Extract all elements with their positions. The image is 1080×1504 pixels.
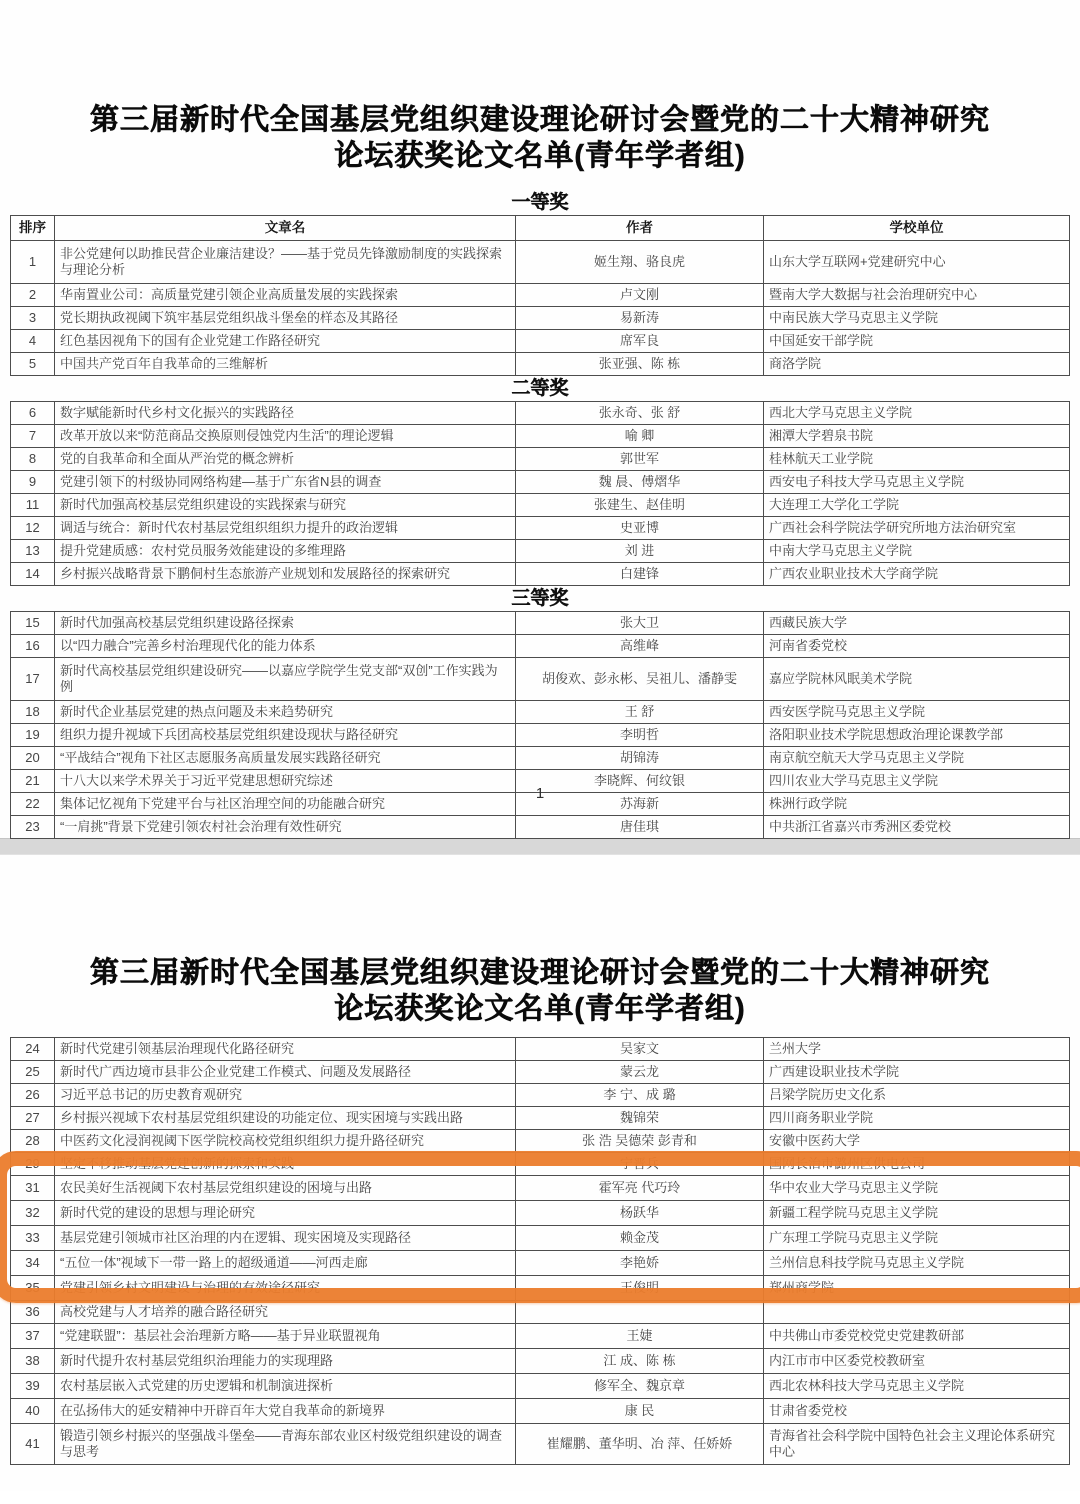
paper-title-cell: 红色基因视角下的国有企业党建工作路径研究: [55, 330, 516, 353]
school-cell: 四川商务职业学院: [764, 1107, 1070, 1130]
rank-cell: 28: [11, 1130, 55, 1153]
authors-cell: 李晓辉、何纹银: [516, 770, 764, 793]
rank-cell: 8: [11, 448, 55, 471]
document-title-page2: [40, 855, 1040, 1027]
table-header-row: [11, 216, 1070, 241]
rank-cell: 29: [11, 1153, 55, 1176]
table-row: [11, 1424, 1070, 1465]
school-cell: 中共佛山市委党校党史党建教研部: [764, 1324, 1070, 1349]
rank-cell: 7: [11, 425, 55, 448]
rank-cell: 20: [11, 747, 55, 770]
authors-cell: 康 民: [516, 1399, 764, 1424]
school-cell: 兰州信息科技学院马克思主义学院: [764, 1251, 1070, 1276]
school-cell: 甘肃省委党校: [764, 1399, 1070, 1424]
authors-cell: 唐佳琪: [516, 816, 764, 839]
authors-cell: 杨跃华: [516, 1201, 764, 1226]
rank-cell: 33: [11, 1226, 55, 1251]
rank-cell: 5: [11, 353, 55, 376]
rank-cell: 41: [11, 1424, 55, 1465]
column-header: 排序: [11, 216, 55, 241]
school-cell: 广东理工学院马克思主义学院: [764, 1226, 1070, 1251]
rank-cell: 6: [11, 402, 55, 425]
paper-title-cell: “五位一体”视域下一带一路上的超级通道——河西走廊: [55, 1251, 516, 1276]
table-row: [11, 701, 1070, 724]
rank-cell: 13: [11, 540, 55, 563]
rank-cell: 24: [11, 1038, 55, 1061]
scanned-page-2: [0, 855, 1080, 1491]
school-cell: 河南省委党校: [764, 635, 1070, 658]
table-row: [11, 1201, 1070, 1226]
paper-title-cell: “党建联盟”：基层社会治理新方略——基于异业联盟视角: [55, 1324, 516, 1349]
school-cell: 西安医学院马克思主义学院: [764, 701, 1070, 724]
school-cell: 四川农业大学马克思主义学院: [764, 770, 1070, 793]
table-row: [11, 241, 1070, 284]
table-row: [11, 1038, 1070, 1061]
table-row: [11, 1276, 1070, 1301]
authors-cell: [516, 1301, 764, 1324]
rank-cell: 21: [11, 770, 55, 793]
school-cell: 西安电子科技大学马克思主义学院: [764, 471, 1070, 494]
rank-cell: 11: [11, 494, 55, 517]
table-row: [11, 353, 1070, 376]
school-cell: 广西农业职业技术大学商学院: [764, 563, 1070, 586]
rank-cell: 18: [11, 701, 55, 724]
paper-title-cell: 数字赋能新时代乡村文化振兴的实践路径: [55, 402, 516, 425]
school-cell: 大连理工大学化工学院: [764, 494, 1070, 517]
paper-title-cell: 新时代高校基层党组织建设研究——以嘉应学院学生党支部“双创”工作实践为例: [55, 658, 516, 701]
table-row: [11, 330, 1070, 353]
table-row: [11, 402, 1070, 425]
school-cell: 商洛学院: [764, 353, 1070, 376]
award-table: [10, 611, 1070, 839]
paper-title-cell: 在弘扬伟大的延安精神中开辟百年大党自我革命的新境界: [55, 1399, 516, 1424]
table-row: [11, 816, 1070, 839]
rank-cell: 36: [11, 1301, 55, 1324]
document-title: [40, 0, 1040, 174]
paper-title-cell: 党的自我革命和全面从严治党的概念辨析: [55, 448, 516, 471]
paper-title-cell: 乡村振兴视域下农村基层党组织建设的功能定位、现实困境与实践出路: [55, 1107, 516, 1130]
table-row: [11, 284, 1070, 307]
table-row: [11, 494, 1070, 517]
prize-section-heading: 二等奖: [511, 378, 569, 399]
school-cell: 株洲行政学院: [764, 793, 1070, 816]
authors-cell: 易新涛: [516, 307, 764, 330]
paper-title-cell: 党建引领下的村级协同网络构建—基于广东省N县的调查: [55, 471, 516, 494]
school-cell: 中共浙江省嘉兴市秀洲区委党校: [764, 816, 1070, 839]
authors-cell: 江 成、陈 栋: [516, 1349, 764, 1374]
school-cell: 中国延安干部学院: [764, 330, 1070, 353]
school-cell: 西北大学马克思主义学院: [764, 402, 1070, 425]
school-cell: 中南大学马克思主义学院: [764, 540, 1070, 563]
rank-cell: 40: [11, 1399, 55, 1424]
paper-title-cell: 新时代党的建设的思想与理论研究: [55, 1201, 516, 1226]
table-row: [11, 1324, 1070, 1349]
table-row: [11, 448, 1070, 471]
rank-cell: 34: [11, 1251, 55, 1276]
school-cell: 华中农业大学马克思主义学院: [764, 1176, 1070, 1201]
authors-cell: 李明哲: [516, 724, 764, 747]
authors-cell: 张亚强、陈 栋: [516, 353, 764, 376]
rank-cell: 17: [11, 658, 55, 701]
table-row: [11, 540, 1070, 563]
paper-title-cell: 组织力提升视域下兵团高校基层党组织建设现状与路径研究: [55, 724, 516, 747]
rank-cell: 15: [11, 612, 55, 635]
paper-title-cell: 调适与统合：新时代农村基层党组织组织力提升的政治逻辑: [55, 517, 516, 540]
school-cell: 桂林航天工业学院: [764, 448, 1070, 471]
award-table: [10, 1037, 1070, 1465]
paper-title-cell: 新时代广西边境市县非公企业党建工作模式、问题及发展路径: [55, 1061, 516, 1084]
rank-cell: 25: [11, 1061, 55, 1084]
school-cell: 西北农林科技大学马克思主义学院: [764, 1374, 1070, 1399]
authors-cell: 卢文刚: [516, 284, 764, 307]
school-cell: 山东大学互联网+党建研究中心: [764, 241, 1070, 284]
authors-cell: 吴家文: [516, 1038, 764, 1061]
rank-cell: 35: [11, 1276, 55, 1301]
table-row: [11, 1226, 1070, 1251]
paper-title-cell: 习近平总书记的历史教育观研究: [55, 1084, 516, 1107]
authors-cell: 苏海新: [516, 793, 764, 816]
school-cell: 湘潭大学碧泉书院: [764, 425, 1070, 448]
page-number: 1: [535, 785, 545, 802]
authors-cell: 白建锋: [516, 563, 764, 586]
school-cell: 兰州大学: [764, 1038, 1070, 1061]
award-table: [10, 215, 1070, 376]
school-cell: 新疆工程学院马克思主义学院: [764, 1201, 1070, 1226]
authors-cell: 蒙云龙: [516, 1061, 764, 1084]
paper-title-cell: 提升党建质感：农村党员服务效能建设的多维理路: [55, 540, 516, 563]
paper-title-cell: 中医药文化浸润视阈下医学院校高校党组织组织力提升路径研究: [55, 1130, 516, 1153]
paper-title-cell: 高校党建与人才培养的融合路径研究: [55, 1301, 516, 1324]
rank-cell: 9: [11, 471, 55, 494]
authors-cell: 刘 进: [516, 540, 764, 563]
rank-cell: 31: [11, 1176, 55, 1201]
authors-cell: 胡俊欢、彭永彬、吴祖儿、潘静雯: [516, 658, 764, 701]
table-row: [11, 747, 1070, 770]
school-cell: 青海省社会科学院中国特色社会主义理论体系研究中心: [764, 1424, 1070, 1465]
table-row: [11, 1084, 1070, 1107]
table-row: [11, 1251, 1070, 1276]
table-row: [11, 1176, 1070, 1201]
rank-cell: 39: [11, 1374, 55, 1399]
authors-cell: 史亚博: [516, 517, 764, 540]
paper-title-cell: 乡村振兴战略背景下鹏侗村生态旅游产业规划和发展路径的探索研究: [55, 563, 516, 586]
authors-cell: 席军良: [516, 330, 764, 353]
authors-cell: 李 宁、成 璐: [516, 1084, 764, 1107]
column-header: 文章名: [55, 216, 516, 241]
paper-title-cell: 新时代党建引领基层治理现代化路径研究: [55, 1038, 516, 1061]
school-cell: 安徽中医药大学: [764, 1130, 1070, 1153]
authors-cell: 崔耀鹏、董华明、冶 萍、任娇娇: [516, 1424, 764, 1465]
rank-cell: 14: [11, 563, 55, 586]
paper-title-cell: 新时代企业基层党建的热点问题及未来趋势研究: [55, 701, 516, 724]
table-row: [11, 307, 1070, 330]
table-row: [11, 612, 1070, 635]
paper-title-cell: 新时代加强高校基层党组织建设路径探索: [55, 612, 516, 635]
authors-cell: 魏锦荣: [516, 1107, 764, 1130]
school-cell: 南京航空航天大学马克思主义学院: [764, 747, 1070, 770]
paper-title-cell: 农村基层嵌入式党建的历史逻辑和机制演进探析: [55, 1374, 516, 1399]
authors-cell: 张永奇、张 舒: [516, 402, 764, 425]
paper-title-cell: “平战结合”视角下社区志愿服务高质量发展实践路径研究: [55, 747, 516, 770]
paper-title-cell: 非公党建何以助推民营企业廉洁建设？——基于党员先锋激励制度的实践探索与理论分析: [55, 241, 516, 284]
paper-title-cell: 党建引领乡村文明建设与治理的有效途径研究: [55, 1276, 516, 1301]
school-cell: 国网长治市潞州区供电公司: [764, 1153, 1070, 1176]
school-cell: 暨南大学大数据与社会治理研究中心: [764, 284, 1070, 307]
school-cell: 郑州商学院: [764, 1276, 1070, 1301]
authors-cell: 喻 卿: [516, 425, 764, 448]
authors-cell: 郭世军: [516, 448, 764, 471]
table-row: [11, 1130, 1070, 1153]
table-row: [11, 425, 1070, 448]
rank-cell: 22: [11, 793, 55, 816]
prize-section-heading: 一等奖: [511, 192, 569, 213]
rank-cell: 1: [11, 241, 55, 284]
table-row: [11, 1061, 1070, 1084]
authors-cell: 姬生翔、骆良虎: [516, 241, 764, 284]
table-row: [11, 1301, 1070, 1324]
award-table: [10, 401, 1070, 586]
authors-cell: 修军全、魏京章: [516, 1374, 764, 1399]
rank-cell: 27: [11, 1107, 55, 1130]
authors-cell: 王俊明: [516, 1276, 764, 1301]
rank-cell: 12: [11, 517, 55, 540]
table-row: [11, 635, 1070, 658]
authors-cell: 赖金茂: [516, 1226, 764, 1251]
title-line-2: 论坛获奖论文名单(青年学者组): [334, 140, 746, 172]
authors-cell: 霍军亮 代巧玲: [516, 1176, 764, 1201]
table-row: [11, 563, 1070, 586]
table-row: [11, 471, 1070, 494]
paper-title-cell: 以“四力融合”完善乡村治理现代化的能力体系: [55, 635, 516, 658]
paper-title-cell: “一肩挑”背景下党建引领农村社会治理有效性研究: [55, 816, 516, 839]
table-row: [11, 1399, 1070, 1424]
school-cell: 广西社会科学院法学研究所地方法治研究室: [764, 517, 1070, 540]
paper-title-cell: 党长期执政视阈下筑牢基层党组织战斗堡垒的样态及其路径: [55, 307, 516, 330]
authors-cell: 张建生、赵佳明: [516, 494, 764, 517]
paper-title-cell: 集体记忆视角下党建平台与社区治理空间的功能融合研究: [55, 793, 516, 816]
award-sections: [0, 190, 1080, 839]
paper-title-cell: 改革开放以来“防范商品交换原则侵蚀党内生活”的理论逻辑: [55, 425, 516, 448]
table-row: [11, 1107, 1070, 1130]
authors-cell: 高维峰: [516, 635, 764, 658]
school-cell: 嘉应学院林风眠美术学院: [764, 658, 1070, 701]
paper-title-cell: 基层党建引领城市社区治理的内在逻辑、现实困境及实现路径: [55, 1226, 516, 1251]
paper-title-cell: 新时代加强高校基层党组织建设的实践探索与研究: [55, 494, 516, 517]
school-cell: 内江市市中区委党校教研室: [764, 1349, 1070, 1374]
school-cell: 广西建设职业技术学院: [764, 1061, 1070, 1084]
title-line-1: 第三届新时代全国基层党组织建设理论研讨会暨党的二十大精神研究: [89, 957, 990, 989]
authors-cell: 魏 晨、傅熠华: [516, 471, 764, 494]
authors-cell: 王 舒: [516, 701, 764, 724]
title-line-1: 第三届新时代全国基层党组织建设理论研讨会暨党的二十大精神研究: [89, 104, 990, 136]
authors-cell: 胡锦涛: [516, 747, 764, 770]
table-row: [11, 1349, 1070, 1374]
rank-cell: 2: [11, 284, 55, 307]
title-line-2: 论坛获奖论文名单(青年学者组): [334, 993, 746, 1025]
authors-cell: 王婕: [516, 1324, 764, 1349]
school-cell: 洛阳职业技术学院思想政治理论课教学部: [764, 724, 1070, 747]
paper-title-cell: 华南置业公司：高质量党建引领企业高质量发展的实践探索: [55, 284, 516, 307]
rank-cell: 23: [11, 816, 55, 839]
school-cell: 中南民族大学马克思主义学院: [764, 307, 1070, 330]
award-table-continued: [0, 1037, 1080, 1465]
column-header: 学校单位: [764, 216, 1070, 241]
rank-cell: 32: [11, 1201, 55, 1226]
rank-cell: 26: [11, 1084, 55, 1107]
authors-cell: 张大卫: [516, 612, 764, 635]
authors-cell: 宁晋兵: [516, 1153, 764, 1176]
column-header: 作者: [516, 216, 764, 241]
page-separator: [0, 838, 1080, 855]
table-row: [11, 658, 1070, 701]
table-row: [11, 1153, 1070, 1176]
rank-cell: 16: [11, 635, 55, 658]
table-row: [11, 517, 1070, 540]
paper-title-cell: 坚定不移推动基层党建创新的探索和实践: [55, 1153, 516, 1176]
rank-cell: 19: [11, 724, 55, 747]
authors-cell: 张 浩 吴德荣 彭青和: [516, 1130, 764, 1153]
school-cell: [764, 1301, 1070, 1324]
paper-title-cell: 新时代提升农村基层党组织治理能力的实现理路: [55, 1349, 516, 1374]
table-row: [11, 1374, 1070, 1399]
prize-section-heading: 三等奖: [511, 588, 569, 609]
table-row: [11, 724, 1070, 747]
paper-title-cell: 锻造引领乡村振兴的坚强战斗堡垒——青海东部农业区村级党组织建设的调查与思考: [55, 1424, 516, 1465]
authors-cell: 李艳娇: [516, 1251, 764, 1276]
rank-cell: 38: [11, 1349, 55, 1374]
paper-title-cell: 十八大以来学术界关于习近平党建思想研究综述: [55, 770, 516, 793]
paper-title-cell: 中国共产党百年自我革命的三维解析: [55, 353, 516, 376]
school-cell: 吕梁学院历史文化系: [764, 1084, 1070, 1107]
school-cell: 西藏民族大学: [764, 612, 1070, 635]
rank-cell: 37: [11, 1324, 55, 1349]
paper-title-cell: 农民美好生活视阈下农村基层党组织建设的困境与出路: [55, 1176, 516, 1201]
rank-cell: 3: [11, 307, 55, 330]
rank-cell: 4: [11, 330, 55, 353]
